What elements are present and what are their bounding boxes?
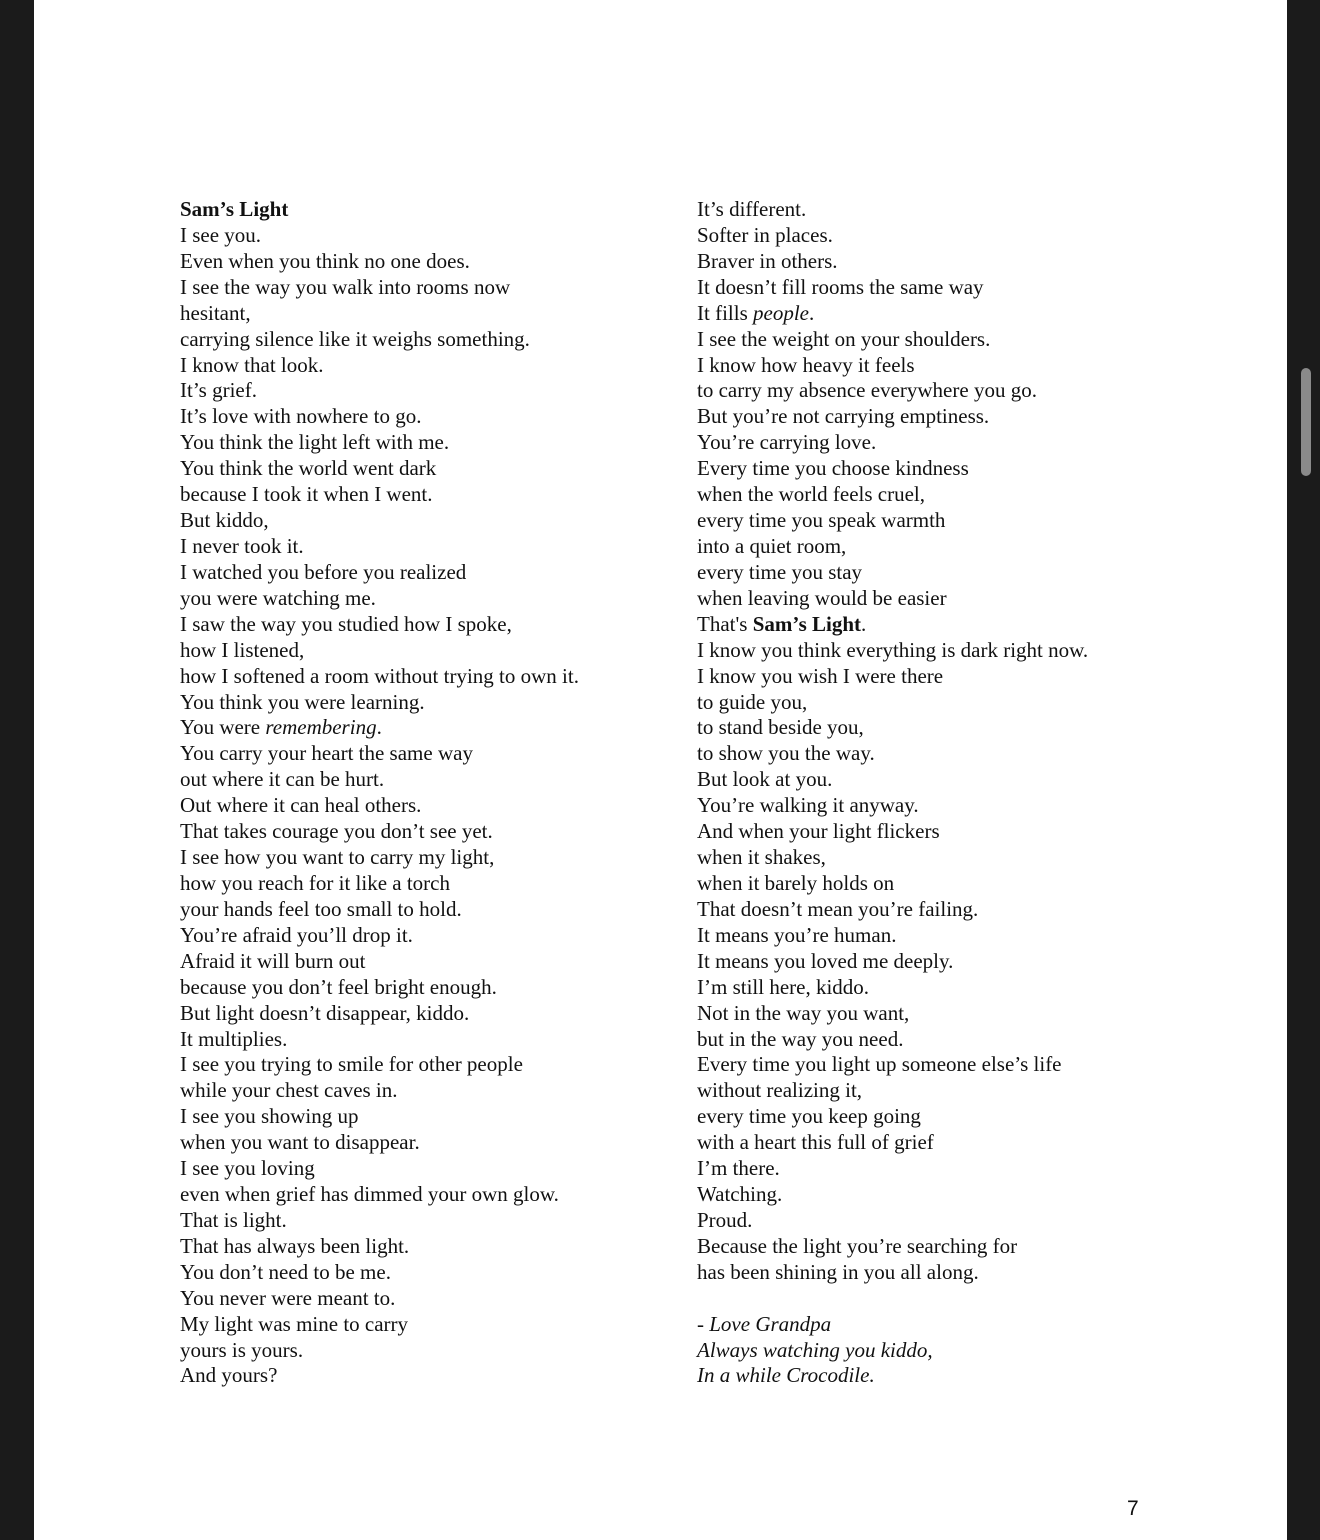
poem-line: every time you keep going bbox=[697, 1104, 921, 1129]
poem-right-column bbox=[697, 197, 1088, 1389]
poem-line: You never were meant to. bbox=[180, 1285, 396, 1310]
poem-line: with a heart this full of grief bbox=[697, 1130, 934, 1155]
poem-line: I watched you before you realized bbox=[180, 559, 467, 584]
scrollbar-track[interactable] bbox=[1287, 0, 1320, 1540]
poem-line: how I listened, bbox=[180, 637, 305, 662]
poem-line: That is light. bbox=[180, 1207, 287, 1232]
poem-line: I see you showing up bbox=[180, 1104, 359, 1129]
poem-line: when it shakes, bbox=[697, 845, 826, 870]
poem-line-suffix: . bbox=[861, 611, 867, 636]
signature-line: In a while Crocodile. bbox=[697, 1363, 875, 1388]
poem-line: I know you think everything is dark right now. bbox=[697, 637, 1089, 662]
poem-line: You’re carrying love. bbox=[697, 430, 877, 455]
signature-line: Always watching you kiddo, bbox=[697, 1337, 933, 1362]
poem-line: It’s grief. bbox=[180, 378, 257, 403]
poem-line: I know that look. bbox=[180, 352, 324, 377]
poem-line: I see how you want to carry my light, bbox=[180, 845, 495, 870]
poem-line: your hands feel too small to hold. bbox=[180, 896, 462, 921]
poem-line: You think you were learning. bbox=[180, 689, 425, 714]
poem-line: But look at you. bbox=[697, 767, 833, 792]
poem-line-prefix: That's bbox=[697, 611, 753, 636]
poem-line: And yours? bbox=[180, 1363, 278, 1388]
scrollbar-thumb[interactable] bbox=[1301, 368, 1311, 476]
poem-line: carrying silence like it weighs something. bbox=[180, 326, 530, 351]
poem-line: I saw the way you studied how I spoke, bbox=[180, 611, 512, 636]
poem-line-suffix: . bbox=[376, 715, 382, 740]
poem-line: You’re walking it anyway. bbox=[697, 793, 919, 818]
poem-line-emphasis bbox=[180, 715, 579, 741]
poem-line-prefix: It fills bbox=[697, 300, 753, 325]
poem-line: Braver in others. bbox=[697, 248, 838, 273]
poem-left-column bbox=[180, 197, 579, 1389]
poem-line: out where it can be hurt. bbox=[180, 767, 385, 792]
poem-title: Sam’s Light bbox=[180, 197, 289, 221]
poem-line: to show you the way. bbox=[697, 741, 875, 766]
poem-line: Out where it can heal others. bbox=[180, 793, 422, 818]
poem-line: every time you speak warmth bbox=[697, 508, 946, 533]
poem-line: You don’t need to be me. bbox=[180, 1259, 391, 1284]
poem-line: but in the way you need. bbox=[697, 1026, 904, 1051]
poem-line-emphasis bbox=[697, 612, 1088, 638]
poem-line-suffix: . bbox=[808, 300, 815, 325]
poem-line: I’m there. bbox=[697, 1156, 780, 1181]
poem-line: It means you’re human. bbox=[697, 922, 897, 947]
poem-line: Afraid it will burn out bbox=[180, 948, 366, 973]
poem-line: Softer in places. bbox=[697, 222, 833, 247]
stanza-gap bbox=[697, 1286, 1088, 1312]
poem-line: But you’re not carrying emptiness. bbox=[697, 404, 990, 429]
poem-line: when leaving would be easier bbox=[697, 585, 947, 610]
italic-word: people bbox=[753, 300, 809, 325]
poem-line: You think the light left with me. bbox=[180, 430, 450, 455]
poem-line: But light doesn’t disappear, kiddo. bbox=[180, 1000, 470, 1025]
poem-line: I see you trying to smile for other people bbox=[180, 1052, 523, 1077]
poem-line: you were watching me. bbox=[180, 585, 376, 610]
page-number: 7 bbox=[1127, 1497, 1139, 1520]
poem-line: I’m still here, kiddo. bbox=[697, 974, 870, 999]
poem-line: Proud. bbox=[697, 1207, 753, 1232]
poem-line: even when grief has dimmed your own glow. bbox=[180, 1182, 559, 1207]
poem-line: I see the way you walk into rooms now bbox=[180, 274, 511, 299]
poem-line: when you want to disappear. bbox=[180, 1130, 420, 1155]
poem-line: when it barely holds on bbox=[697, 870, 895, 895]
poem-line: You think the world went dark bbox=[180, 456, 437, 481]
poem-line: without realizing it, bbox=[697, 1078, 863, 1103]
poem-line: Every time you light up someone else’s life bbox=[697, 1052, 1062, 1077]
document-page bbox=[34, 0, 1287, 1540]
poem-line: But kiddo, bbox=[180, 508, 269, 533]
poem-line: has been shining in you all along. bbox=[697, 1259, 979, 1284]
poem-line: Not in the way you want, bbox=[697, 1000, 910, 1025]
poem-line: My light was mine to carry bbox=[180, 1311, 409, 1336]
poem-line: It means you loved me deeply. bbox=[697, 948, 954, 973]
poem-line: Because the light you’re searching for bbox=[697, 1233, 1018, 1258]
signature-line: - Love Grandpa bbox=[697, 1311, 832, 1336]
poem-line: And when your light flickers bbox=[697, 819, 940, 844]
poem-line: hesitant, bbox=[180, 300, 251, 325]
poem-line: I know you wish I were there bbox=[697, 663, 944, 688]
poem-line: to carry my absence everywhere you go. bbox=[697, 378, 1037, 403]
poem-line: to stand beside you, bbox=[697, 715, 864, 740]
poem-line: I see you. bbox=[180, 222, 262, 247]
bold-phrase: Sam’s Light bbox=[752, 611, 862, 636]
poem-line: That doesn’t mean you’re failing. bbox=[697, 896, 979, 921]
poem-line: how you reach for it like a torch bbox=[180, 870, 450, 895]
poem-line: You’re afraid you’ll drop it. bbox=[180, 922, 413, 947]
poem-line: It’s different. bbox=[697, 197, 807, 221]
poem-line: yours is yours. bbox=[180, 1337, 304, 1362]
poem-line: That has always been light. bbox=[180, 1233, 410, 1258]
poem-line: because you don’t feel bright enough. bbox=[180, 974, 497, 999]
poem-line: while your chest caves in. bbox=[180, 1078, 398, 1103]
poem-line-emphasis bbox=[697, 301, 1088, 327]
poem-line-prefix: You were bbox=[180, 715, 266, 740]
poem-line: It doesn’t fill rooms the same way bbox=[697, 274, 984, 299]
poem-line: It’s love with nowhere to go. bbox=[180, 404, 422, 429]
poem-line: It multiplies. bbox=[180, 1026, 288, 1051]
poem-line: You carry your heart the same way bbox=[180, 741, 473, 766]
poem-line: to guide you, bbox=[697, 689, 808, 714]
poem-line: I see you loving bbox=[180, 1156, 315, 1181]
poem-line: I see the weight on your shoulders. bbox=[697, 326, 991, 351]
italic-word: remembering bbox=[265, 715, 377, 740]
poem-line: I never took it. bbox=[180, 533, 304, 558]
poem-line: I know how heavy it feels bbox=[697, 352, 915, 377]
poem-line: into a quiet room, bbox=[697, 533, 847, 558]
poem-line: Watching. bbox=[697, 1182, 783, 1207]
poem-line: when the world feels cruel, bbox=[697, 482, 925, 507]
poem-line: Every time you choose kindness bbox=[697, 456, 969, 481]
poem-line: how I softened a room without trying to own it. bbox=[180, 663, 579, 688]
poem-line: That takes courage you don’t see yet. bbox=[180, 819, 493, 844]
poem-line: because I took it when I went. bbox=[180, 482, 433, 507]
poem-line: every time you stay bbox=[697, 559, 863, 584]
poem-line: Even when you think no one does. bbox=[180, 248, 470, 273]
